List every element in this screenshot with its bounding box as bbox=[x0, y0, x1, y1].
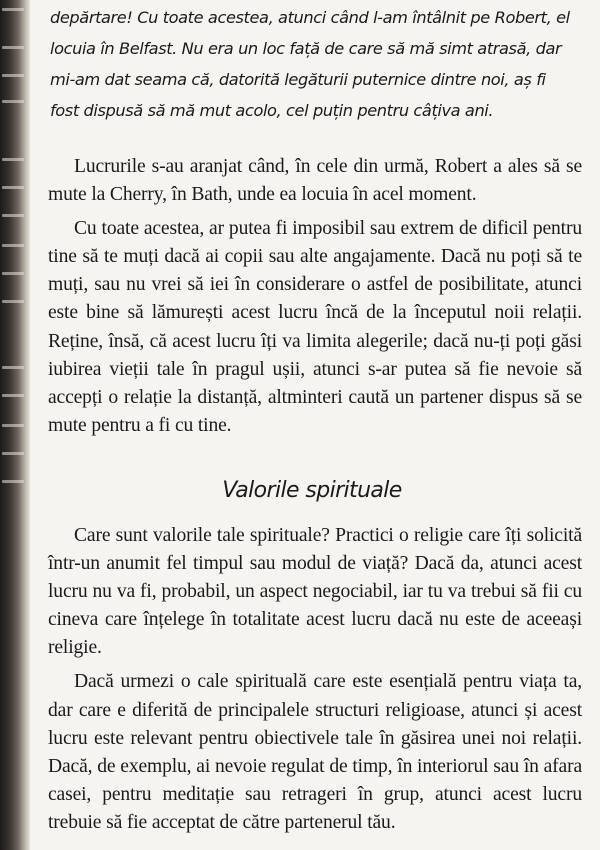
body-paragraph: Care sunt valorile tale spirituale? Practici o religie care îți solicită într-un anumit fel timpul sau modul de viață? Dacă da, atunci acest lucru nu va fi, probabil, un aspect negociabil, iar tu va trebui să fii cu cineva care înțelege în totalitate acest lucru dacă nu este de aceeași religie. bbox=[48, 525, 582, 659]
gutter-bleed-marks bbox=[2, 0, 26, 850]
quote-line: fost dispusă să mă mut acolo, cel puțin pentru câțiva ani. bbox=[50, 101, 494, 120]
section-spiritual-values bbox=[48, 522, 582, 843]
page-gutter bbox=[0, 0, 30, 850]
quote-line: depărtare! Cu toate acestea, atunci când l-am întâlnit pe Robert, el bbox=[50, 8, 570, 27]
quote-line: mi-am dat seama că, datorită legăturii puternice dintre noi, aș fi bbox=[50, 70, 546, 89]
body-paragraph: Dacă urmezi o cale spirituală care este esențială pentru viața ta, dar care e diferită de principalele structuri religioase, atunci și acest lucru este relevant pentru obiectivele tale în găsirea unei noi relații. Dacă, de exemplu, ai nevoie regulat de timp, în interiorul sau în afara casei, pentru meditație sau retrageri în grup, atunci acest lucru trebuie să fie acceptat de către partenerul tău. bbox=[48, 671, 582, 833]
body-paragraph: Cu toate acestea, ar putea fi imposibil sau extrem de dificil pentru tine să te muți dacă ai copii sau alte angajamente. Dacă nu poți să te muți, sau nu vrei să iei în considerare o astfel de posibilitate, atunci este bine să lămurești acest lucru încă de la începutul noii relații. Reține, însă, că acest lucru îți va limita alegerile; dacă nu-ți poți găsi iubirea vieții tale în pragul ușii, atunci s-ar putea să fie nevoie să accepți o relație la distanță, altminteri caută un partener dispus să se mute pentru a fi cu tine. bbox=[48, 218, 582, 436]
body-paragraph: Lucrurile s-au aranjat când, în cele din urmă, Robert a ales să se mute la Cherry, în Bath, unde ea locuia în acel moment. bbox=[48, 156, 582, 206]
quote-block bbox=[50, 2, 570, 126]
quote-line: locuia în Belfast. Nu era un loc față de care să mă simt atrasă, dar bbox=[50, 39, 562, 58]
section-heading: Valorile spirituale bbox=[222, 478, 402, 503]
section-relocation bbox=[48, 153, 582, 446]
